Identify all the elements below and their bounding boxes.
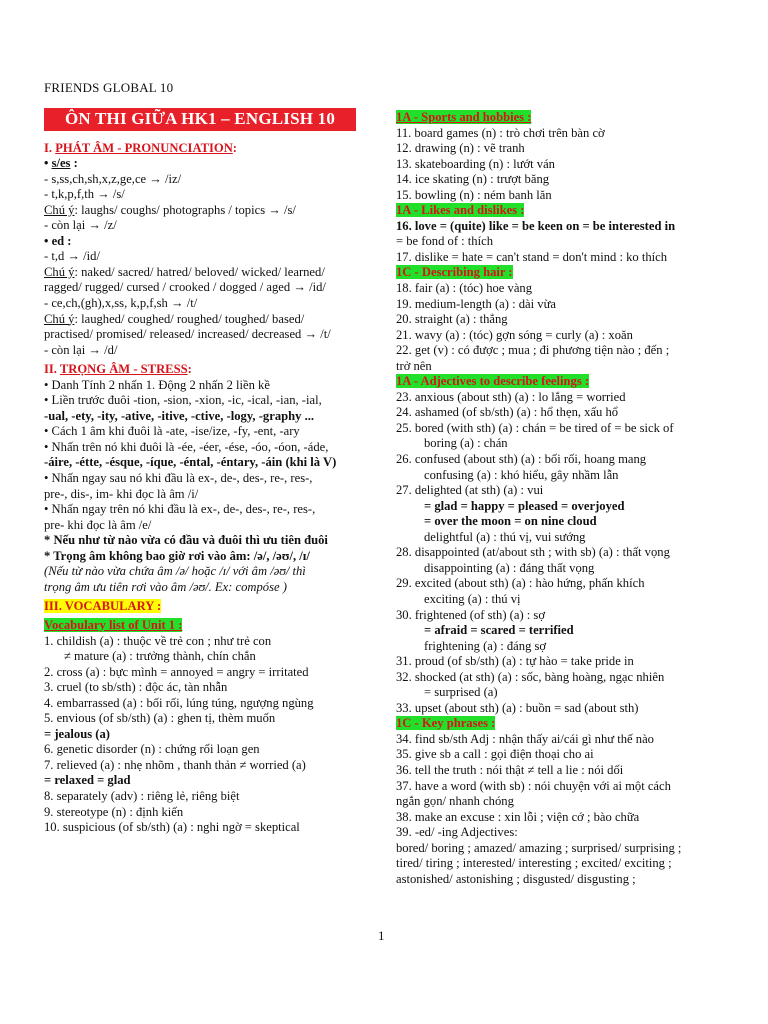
note-line: Chú ý: laughs/ coughs/ photographs / topics → /s/ bbox=[44, 202, 296, 217]
text-line: (Nếu từ nào vừa chứa âm /ə/ hoặc /ɪ/ với âm /əʊ/ thì bbox=[44, 564, 306, 579]
section-heading-feelings: 1A - Adjectives to describe feelings : bbox=[396, 374, 590, 389]
text-line: * Trọng âm không bao giờ rơi vào âm: /ə/, /əʊ/, /ɪ/ bbox=[44, 548, 310, 563]
text-line: -ual, -ety, -ity, -ative, -itive, -ctive, -logy, -graphy ... bbox=[44, 408, 315, 423]
text-line: - ce,ch,(gh),x,ss, k,p,f,sh → /t/ bbox=[44, 296, 198, 311]
section-heading-sports: 1A - Sports and hobbies : bbox=[396, 110, 532, 124]
list-item: 19. medium-length (a) : dài vừa bbox=[396, 296, 557, 311]
list-item: 10. suspicious (of sb/sth) (a) : nghi ngờ = skeptical bbox=[44, 820, 300, 835]
list-item: 3. cruel (to sb/sth) : độc ác, tàn nhẫn bbox=[44, 680, 228, 695]
text-line: -áire, -étte, -ésque, -íque, -éntal, -éntary, -áin (khi là V) bbox=[44, 455, 337, 470]
list-item: 1. childish (a) : thuộc về trẻ con ; như trẻ con bbox=[44, 633, 272, 648]
unit1-heading: Vocabulary list of Unit 1 : bbox=[44, 617, 183, 632]
list-item: ngắn gọn/ nhanh chóng bbox=[396, 794, 514, 809]
list-item: 16. love = (quite) like = be keen on = be interested in bbox=[396, 218, 676, 233]
list-item: bored/ boring ; amazed/ amazing ; surprised/ surprising ; bbox=[396, 840, 682, 855]
list-item: 9. stereotype (n) : định kiến bbox=[44, 804, 184, 819]
list-item: astonished/ astonishing ; disgusted/ disgusting ; bbox=[396, 871, 636, 886]
list-item: 33. upset (about sth) (a) : buồn = sad (about sth) bbox=[396, 700, 639, 715]
text-line: • Nhấn ngay sau nó khi đầu là ex-, de-, des-, re-, res-, bbox=[44, 471, 313, 486]
text-line: • Danh Tính 2 nhấn 1. Động 2 nhấn 2 liền kề bbox=[44, 377, 270, 392]
list-item: ≠ mature (a) : trưởng thành, chín chắn bbox=[64, 649, 256, 664]
section-heading-stress: II. TRỌNG ÂM - STRESS: bbox=[44, 362, 192, 377]
text-line: - còn lại → /z/ bbox=[44, 218, 117, 233]
section-heading-key-phrases: 1C - Key phrases : bbox=[396, 716, 496, 731]
note-line: Chú ý: laughed/ coughed/ roughed/ toughed/ based/ bbox=[44, 311, 305, 326]
text-line: - t,k,p,f,th → /s/ bbox=[44, 187, 125, 202]
list-item: 38. make an excuse : xin lỗi ; viện cớ ; bào chữa bbox=[396, 809, 640, 824]
list-item: 35. give sb a call : gọi điện thoại cho ai bbox=[396, 747, 594, 762]
list-item: frightening (a) : đáng sợ bbox=[424, 638, 547, 653]
list-item: = jealous (a) bbox=[44, 726, 110, 741]
text-line: trọng âm ưu tiên rơi vào âm /əʊ/. Ex: compóse ) bbox=[44, 579, 287, 594]
text-line: ragged/ rugged/ cursed / crooked / dogged / aged → /id/ bbox=[44, 280, 326, 295]
list-item: = surprised (a) bbox=[424, 685, 498, 700]
text-line: • Cách 1 âm khi đuôi là -ate, -ise/ize, -fy, -ent, -ary bbox=[44, 424, 300, 439]
list-item: 31. proud (of sb/sth) (a) : tự hào = take pride in bbox=[396, 654, 634, 669]
list-item: 37. have a word (with sb) : nói chuyện với ai một cách bbox=[396, 778, 671, 793]
text-line: pre-, dis-, im- khi đọc là âm /i/ bbox=[44, 486, 199, 501]
section-heading-pronunciation: I. PHÁT ÂM - PRONUNCIATION: bbox=[44, 140, 237, 155]
list-item: 25. bored (with sth) (a) : chán = be tired of = be sick of bbox=[396, 420, 674, 435]
list-item: 36. tell the truth : nói thật ≠ tell a lie : nói dối bbox=[396, 762, 624, 777]
list-item: 29. excited (about sth) (a) : hào hứng, phấn khích bbox=[396, 576, 645, 591]
list-item: confusing (a) : khó hiểu, gây nhầm lẫn bbox=[424, 467, 619, 482]
list-item: 13. skateboarding (n) : lướt ván bbox=[396, 156, 555, 171]
list-item: 23. anxious (about sth) (a) : lo lắng = worried bbox=[396, 389, 626, 404]
list-item: = afraid = scared = terrified bbox=[424, 623, 574, 638]
list-item: 4. embarrassed (a) : bối rối, lúng túng, ngượng ngùng bbox=[44, 695, 314, 710]
note-line: Chú ý: naked/ sacred/ hatred/ beloved/ wicked/ learned/ bbox=[44, 264, 325, 279]
list-item: 20. straight (a) : thẳng bbox=[396, 312, 508, 327]
list-item: 5. envious (of sb/sth) (a) : ghen tị, thèm muốn bbox=[44, 711, 276, 726]
list-item: 28. disappointed (at/about sth ; with sb) (a) : thất vọng bbox=[396, 545, 670, 560]
text-line: • Nhấn trên nó khi đuôi là -ée, -éer, -ése, -óo, -óon, -áde, bbox=[44, 439, 329, 454]
text-line: - còn lại → /d/ bbox=[44, 342, 118, 357]
list-item: 11. board games (n) : trò chơi trên bàn cờ bbox=[396, 125, 605, 140]
left-column bbox=[44, 108, 380, 836]
text-line: pre- khi đọc là âm /e/ bbox=[44, 517, 152, 532]
section-heading-vocabulary: III. VOCABULARY : bbox=[44, 599, 162, 614]
page-number: 1 bbox=[378, 928, 385, 943]
list-item: = be fond of : thích bbox=[396, 234, 493, 249]
list-item: 26. confused (about sth) (a) : bối rối, hoang mang bbox=[396, 452, 647, 467]
ses-rule-heading: • s/es : bbox=[44, 156, 78, 171]
list-item: 30. frightened (of sth) (a) : sợ bbox=[396, 607, 545, 622]
list-item: 2. cross (a) : bực mình = annoyed = angry = irritated bbox=[44, 664, 309, 679]
list-item: 21. wavy (a) : (tóc) gợn sóng = curly (a) : xoăn bbox=[396, 327, 633, 342]
list-item: 17. dislike = hate = can't stand = don't mind : ko thích bbox=[396, 249, 668, 264]
text-line: practised/ promised/ released/ increased/ decreased → /t/ bbox=[44, 327, 331, 342]
list-item: delightful (a) : thú vị, vui sướng bbox=[424, 529, 586, 544]
section-heading-likes: 1A - Likes and dislikes : bbox=[396, 203, 525, 218]
section-heading-hair: 1C - Describing hair : bbox=[396, 265, 513, 280]
ed-rule-heading: • ed : bbox=[44, 233, 72, 248]
document-title: ÔN THI GIỮA HK1 – ENGLISH 10 bbox=[44, 108, 356, 131]
text-line: * Nếu như từ nào vừa có đầu và đuôi thì ưu tiên đuôi bbox=[44, 533, 328, 548]
course-header: FRIENDS GLOBAL 10 bbox=[44, 80, 174, 95]
list-item: trở nên bbox=[396, 358, 432, 373]
list-item: = over the moon = on nine cloud bbox=[424, 514, 597, 529]
list-item: 34. find sb/sth Adj : nhận thấy ai/cái gì như thế nào bbox=[396, 731, 654, 746]
list-item: 39. -ed/ -ing Adjectives: bbox=[396, 825, 518, 840]
list-item: 24. ashamed (of sb/sth) (a) : hổ thẹn, xấu hổ bbox=[396, 405, 619, 420]
list-item: 27. delighted (at sth) (a) : vui bbox=[396, 483, 544, 498]
list-item: 22. get (v) : có được ; mua ; đi phương tiện nào ; đến ; bbox=[396, 343, 670, 358]
list-item: 32. shocked (at sth) (a) : sốc, bàng hoàng, ngạc nhiên bbox=[396, 669, 665, 684]
list-item: 14. ice skating (n) : trượt băng bbox=[396, 172, 550, 187]
list-item: 18. fair (a) : (tóc) hoe vàng bbox=[396, 281, 533, 296]
list-item: exciting (a) : thú vị bbox=[424, 591, 521, 606]
text-line: - t,d → /id/ bbox=[44, 249, 100, 264]
list-item: 12. drawing (n) : vẽ tranh bbox=[396, 141, 525, 156]
right-column bbox=[396, 110, 734, 887]
text-line: • Nhấn ngay trên nó khi đầu là ex-, de-, des-, re-, res-, bbox=[44, 502, 316, 517]
list-item: 7. relieved (a) : nhẹ nhõm , thanh thản ≠ worried (a) bbox=[44, 757, 306, 772]
list-item: tired/ tiring ; interested/ interesting ; excited/ exciting ; bbox=[396, 856, 672, 871]
list-item: boring (a) : chán bbox=[424, 436, 508, 451]
text-line: - s,ss,ch,sh,x,z,ge,ce → /iz/ bbox=[44, 171, 182, 186]
list-item: = glad = happy = pleased = overjoyed bbox=[424, 498, 625, 513]
text-line: • Liền trước đuôi -tion, -sion, -xion, -ic, -ical, -ian, -ial, bbox=[44, 393, 322, 408]
list-item: = relaxed = glad bbox=[44, 773, 131, 788]
list-item: 15. bowling (n) : ném banh lăn bbox=[396, 187, 552, 202]
list-item: 6. genetic disorder (n) : chứng rối loạn gen bbox=[44, 742, 260, 757]
list-item: disappointing (a) : đáng thất vọng bbox=[424, 560, 595, 575]
list-item: 8. separately (adv) : riêng lẻ, riêng biệt bbox=[44, 788, 240, 803]
